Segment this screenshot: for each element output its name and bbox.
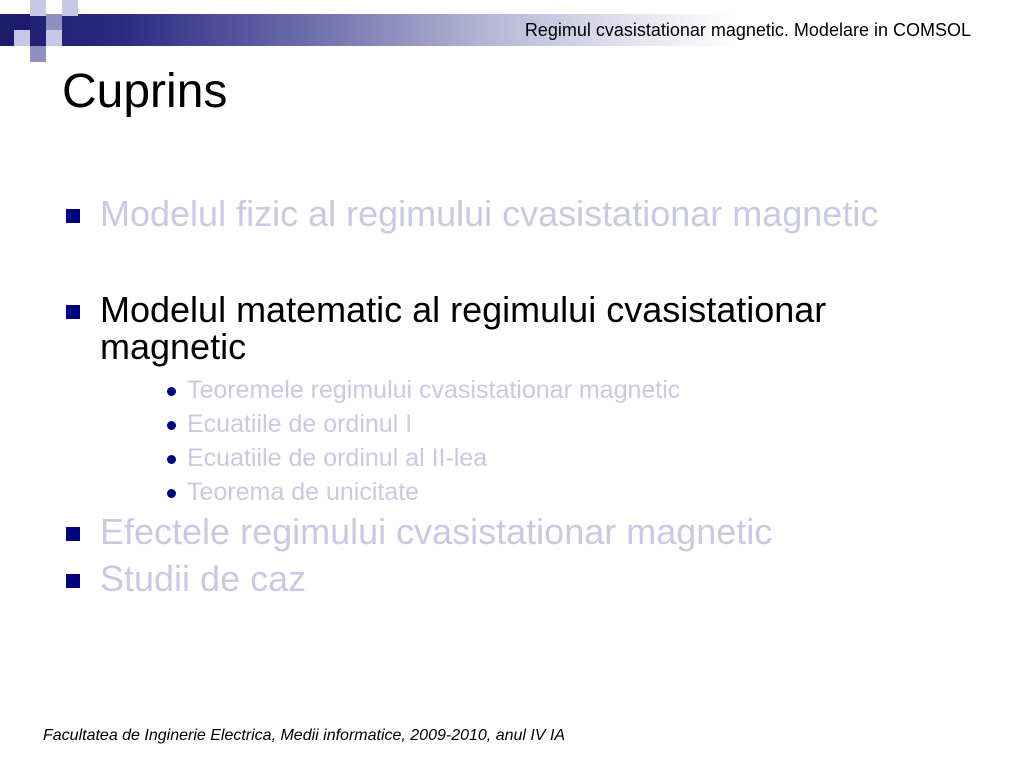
outline-item bbox=[62, 560, 942, 597]
sub-outline-item-label: Teoremele regimului cvasistationar magnetic bbox=[187, 376, 681, 404]
slide-content bbox=[62, 195, 942, 597]
round-bullet-icon bbox=[167, 421, 176, 430]
sub-outline-item-label: Ecuatiile de ordinul al II-lea bbox=[187, 444, 488, 472]
logo-square bbox=[62, 0, 78, 16]
logo-square bbox=[14, 14, 30, 30]
round-bullet-icon bbox=[167, 387, 176, 396]
outline-item bbox=[62, 513, 942, 550]
logo-square bbox=[46, 14, 62, 30]
sub-outline-item bbox=[165, 407, 942, 441]
sub-outline-item bbox=[165, 441, 942, 475]
square-bullet-icon bbox=[66, 574, 80, 588]
outline-item-label: Efectele regimului cvasistationar magnetic bbox=[100, 511, 773, 552]
logo-square bbox=[30, 0, 46, 16]
logo-square bbox=[46, 30, 62, 46]
sub-outline-item-label: Ecuatiile de ordinul I bbox=[187, 410, 413, 438]
outline-item-current bbox=[62, 291, 942, 365]
round-bullet-icon bbox=[167, 489, 176, 498]
outline-item-label: Modelul fizic al regimului cvasistationar magnetic bbox=[100, 193, 879, 234]
outline-item-label: Studii de caz bbox=[100, 558, 307, 599]
sub-outline-list bbox=[165, 373, 942, 509]
sub-outline-item bbox=[165, 475, 942, 509]
header-title: Regimul cvasistationar magnetic. Modelare in COMSOL bbox=[524, 20, 971, 40]
square-bullet-icon bbox=[66, 305, 80, 319]
square-bullet-icon bbox=[66, 527, 80, 541]
sub-outline-item bbox=[165, 373, 942, 407]
outline-item bbox=[62, 195, 942, 232]
decorative-squares-logo bbox=[0, 0, 80, 64]
logo-square bbox=[30, 46, 46, 62]
footer-text: Facultatea de Inginerie Electrica, Medii informatice, 2009-2010, anul IV IA bbox=[43, 727, 566, 744]
sub-outline-item-label: Teorema de unicitate bbox=[187, 478, 420, 506]
slide-title: Cuprins bbox=[62, 65, 228, 118]
logo-square bbox=[14, 30, 30, 46]
square-bullet-icon bbox=[66, 209, 80, 223]
round-bullet-icon bbox=[167, 455, 176, 464]
outline-item-label: Modelul matematic al regimului cvasistationar magnetic bbox=[100, 289, 827, 367]
